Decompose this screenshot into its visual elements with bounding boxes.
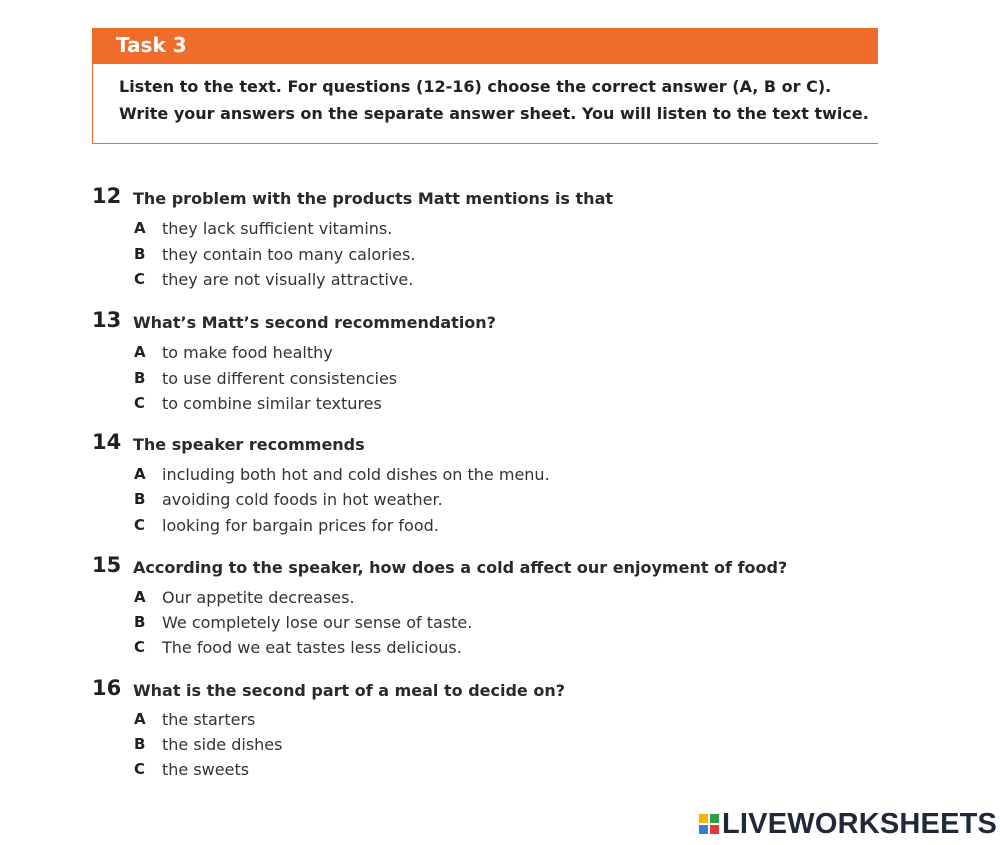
option-text: they lack sufficient vitamins.: [162, 219, 393, 238]
task-header: [92, 28, 878, 64]
option-letter: C: [134, 638, 146, 656]
question-number: 13: [92, 308, 122, 332]
option-letter: B: [134, 245, 146, 263]
option-letter: A: [134, 465, 146, 483]
question-number: 14: [92, 430, 122, 454]
option-letter: C: [134, 394, 146, 412]
option-letter: B: [134, 369, 146, 387]
option-letter: C: [134, 760, 146, 778]
question-text: The problem with the products Matt mentions is that: [133, 189, 614, 208]
option-letter: C: [134, 270, 146, 288]
instruction-line-2: Write your answers on the separate answer sheet. You will listen to the text twice.: [119, 104, 869, 123]
liveworksheets-logo-text: LIVEWORKSHEETS: [722, 808, 998, 840]
option-text: the sweets: [162, 760, 250, 779]
option-text: including both hot and cold dishes on the menu.: [162, 465, 550, 484]
question-number: 15: [92, 553, 122, 577]
question-text: What’s Matt’s second recommendation?: [133, 313, 496, 332]
option-letter: C: [134, 516, 146, 534]
question-text: What is the second part of a meal to decide on?: [133, 681, 566, 700]
liveworksheets-logo: [698, 808, 998, 842]
option-text: they contain too many calories.: [162, 245, 416, 264]
question-number: 16: [92, 676, 122, 700]
task-instructions-box: [92, 64, 878, 144]
instruction-line-1: Listen to the text. For questions (12-16) choose the correct answer (A, B or C).: [119, 77, 832, 96]
task-title: Task 3: [116, 33, 187, 57]
option-letter: B: [134, 490, 146, 508]
option-letter: A: [134, 710, 146, 728]
option-text: avoiding cold foods in hot weather.: [162, 490, 443, 509]
option-letter: A: [134, 588, 146, 606]
liveworksheets-logo-icon: [698, 813, 720, 835]
option-text: looking for bargain prices for food.: [162, 516, 439, 535]
option-text: they are not visually attractive.: [162, 270, 414, 289]
option-text: to use different consistencies: [162, 369, 398, 388]
option-text: The food we eat tastes less delicious.: [162, 638, 462, 657]
question-text: According to the speaker, how does a cold affect our enjoyment of food?: [133, 558, 788, 577]
option-text: to combine similar textures: [162, 394, 382, 413]
question-text: The speaker recommends: [133, 435, 365, 454]
question-number: 12: [92, 184, 122, 208]
option-letter: A: [134, 219, 146, 237]
option-letter: A: [134, 343, 146, 361]
option-text: the starters: [162, 710, 256, 729]
option-letter: B: [134, 735, 146, 753]
option-letter: B: [134, 613, 146, 631]
option-text: the side dishes: [162, 735, 283, 754]
option-text: to make food healthy: [162, 343, 333, 362]
option-text: We completely lose our sense of taste.: [162, 613, 473, 632]
option-text: Our appetite decreases.: [162, 588, 355, 607]
